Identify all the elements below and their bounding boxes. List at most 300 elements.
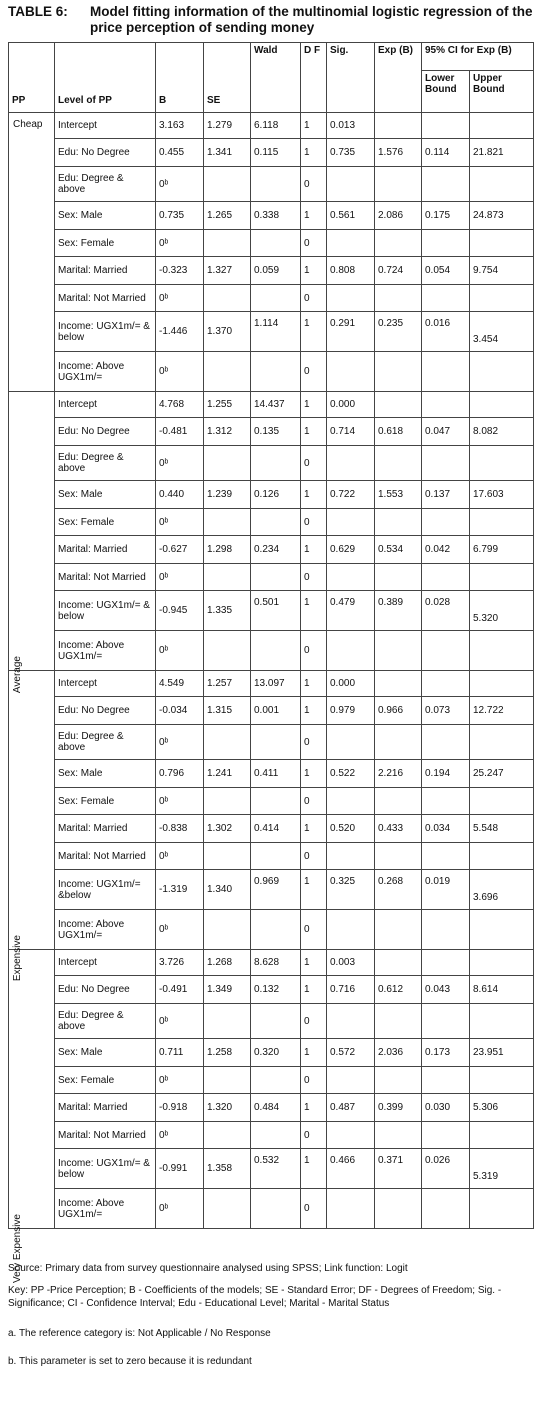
cell-level: Intercept (55, 950, 156, 976)
cell-lower (422, 1004, 470, 1039)
cell-exp (375, 631, 422, 671)
cell-df: 1 (301, 697, 327, 725)
cell-sig: 0.000 (327, 671, 375, 697)
cell-wald: 0.001 (251, 697, 301, 725)
header-pp: PP (9, 43, 55, 113)
cell-df: 1 (301, 870, 327, 910)
cell-level: Edu: No Degree (55, 697, 156, 725)
cell-lower (422, 843, 470, 870)
cell-wald (251, 1067, 301, 1094)
cell-lower: 0.173 (422, 1039, 470, 1067)
table-row (9, 113, 534, 139)
cell-level: Income: UGX1m/= &below (55, 870, 156, 910)
cell-lower (422, 1189, 470, 1229)
cell-sig: 0.325 (327, 870, 375, 910)
cell-b: 0ᵇ (156, 1122, 204, 1149)
cell-sig (327, 1122, 375, 1149)
cell-sig (327, 285, 375, 312)
cell-level: Sex: Male (55, 760, 156, 788)
cell-sig (327, 352, 375, 392)
cell-df: 1 (301, 671, 327, 697)
cell-lower (422, 950, 470, 976)
cell-wald (251, 1189, 301, 1229)
table-row (9, 257, 534, 285)
cell-exp: 0.433 (375, 815, 422, 843)
cell-wald: 0.969 (251, 870, 301, 910)
cell-wald (251, 631, 301, 671)
cell-b: 0.440 (156, 481, 204, 509)
cell-sig (327, 1004, 375, 1039)
cell-df: 0 (301, 910, 327, 950)
cell-wald: 1.114 (251, 312, 301, 352)
cell-lower (422, 392, 470, 418)
cell-df: 0 (301, 1004, 327, 1039)
cell-se: 1.341 (204, 139, 251, 167)
cell-sig (327, 230, 375, 257)
cell-upper: 5.548 (470, 815, 534, 843)
cell-sig (327, 446, 375, 481)
cell-b: 0ᵇ (156, 1004, 204, 1039)
table-row (9, 1039, 534, 1067)
header-df: D F (301, 43, 327, 113)
cell-upper (470, 352, 534, 392)
cell-upper (470, 392, 534, 418)
cell-wald: 0.320 (251, 1039, 301, 1067)
pp-group-text: Average (12, 656, 23, 694)
cell-se: 1.335 (204, 591, 251, 631)
cell-level: Sex: Male (55, 202, 156, 230)
cell-wald (251, 352, 301, 392)
cell-wald: 0.132 (251, 976, 301, 1004)
cell-upper (470, 1067, 534, 1094)
cell-b: 0.796 (156, 760, 204, 788)
cell-exp (375, 446, 422, 481)
cell-df: 1 (301, 950, 327, 976)
cell-upper (470, 631, 534, 671)
cell-df: 1 (301, 1039, 327, 1067)
cell-b: 0ᵇ (156, 910, 204, 950)
cell-se: 1.349 (204, 976, 251, 1004)
cell-se (204, 285, 251, 312)
table-row (9, 1094, 534, 1122)
cell-wald (251, 564, 301, 591)
table-row (9, 788, 534, 815)
cell-wald (251, 446, 301, 481)
table-row (9, 139, 534, 167)
cell-upper (470, 1122, 534, 1149)
cell-se: 1.370 (204, 312, 251, 352)
cell-level: Income: Above UGX1m/= (55, 910, 156, 950)
cell-b: 0ᵇ (156, 1189, 204, 1229)
cell-lower: 0.026 (422, 1149, 470, 1189)
cell-wald: 0.484 (251, 1094, 301, 1122)
table-title: Model fitting information of the multinomial logistic regression of the price perception of sending money (90, 4, 533, 35)
cell-wald: 0.411 (251, 760, 301, 788)
cell-level: Marital: Not Married (55, 285, 156, 312)
cell-b: 4.549 (156, 671, 204, 697)
cell-b: 0ᵇ (156, 788, 204, 815)
cell-se: 1.315 (204, 697, 251, 725)
cell-lower: 0.073 (422, 697, 470, 725)
table-row (9, 950, 534, 976)
cell-wald: 8.628 (251, 950, 301, 976)
cell-sig: 0.291 (327, 312, 375, 352)
cell-upper: 5.306 (470, 1094, 534, 1122)
cell-b: 0ᵇ (156, 167, 204, 202)
cell-sig: 0.979 (327, 697, 375, 725)
cell-se: 1.358 (204, 1149, 251, 1189)
header-wald: Wald (251, 43, 301, 113)
cell-sig (327, 167, 375, 202)
cell-upper: 3.696 (470, 870, 534, 910)
cell-upper (470, 285, 534, 312)
cell-se (204, 509, 251, 536)
cell-exp: 0.966 (375, 697, 422, 725)
cell-lower (422, 564, 470, 591)
pp-group-text: Expensive (12, 935, 23, 982)
cell-se: 1.265 (204, 202, 251, 230)
cell-exp (375, 564, 422, 591)
cell-upper: 21.821 (470, 139, 534, 167)
cell-se: 1.239 (204, 481, 251, 509)
cell-wald: 0.501 (251, 591, 301, 631)
cell-upper (470, 113, 534, 139)
cell-level: Intercept (55, 671, 156, 697)
cell-level: Income: UGX1m/= & below (55, 312, 156, 352)
cell-exp (375, 392, 422, 418)
cell-level: Income: Above UGX1m/= (55, 631, 156, 671)
table-row (9, 1149, 534, 1189)
cell-upper (470, 910, 534, 950)
cell-level: Income: Above UGX1m/= (55, 1189, 156, 1229)
cell-b: 0.455 (156, 139, 204, 167)
cell-wald (251, 788, 301, 815)
cell-lower: 0.114 (422, 139, 470, 167)
header-lower: Lower Bound (422, 71, 470, 113)
header-ci: 95% CI for Exp (B) (422, 43, 534, 71)
cell-df: 1 (301, 536, 327, 564)
cell-se (204, 725, 251, 760)
cell-sig (327, 843, 375, 870)
cell-wald: 0.338 (251, 202, 301, 230)
cell-lower: 0.030 (422, 1094, 470, 1122)
cell-wald: 0.126 (251, 481, 301, 509)
table-row (9, 418, 534, 446)
cell-sig: 0.716 (327, 976, 375, 1004)
cell-se (204, 1004, 251, 1039)
cell-b: -0.491 (156, 976, 204, 1004)
table-label: TABLE 6: (8, 4, 68, 19)
cell-wald (251, 910, 301, 950)
cell-upper: 5.319 (470, 1149, 534, 1189)
cell-exp (375, 1122, 422, 1149)
cell-se: 1.255 (204, 392, 251, 418)
cell-lower (422, 113, 470, 139)
cell-sig: 0.561 (327, 202, 375, 230)
cell-wald: 13.097 (251, 671, 301, 697)
cell-wald (251, 509, 301, 536)
cell-upper (470, 167, 534, 202)
cell-df: 1 (301, 312, 327, 352)
cell-df: 1 (301, 392, 327, 418)
cell-lower (422, 671, 470, 697)
cell-se: 1.340 (204, 870, 251, 910)
table-row (9, 1189, 534, 1229)
cell-wald: 0.115 (251, 139, 301, 167)
cell-wald: 14.437 (251, 392, 301, 418)
table-row (9, 202, 534, 230)
cell-se (204, 910, 251, 950)
cell-exp: 0.389 (375, 591, 422, 631)
cell-b: -0.481 (156, 418, 204, 446)
cell-upper: 6.799 (470, 536, 534, 564)
cell-lower: 0.016 (422, 312, 470, 352)
cell-se: 1.298 (204, 536, 251, 564)
cell-df: 1 (301, 591, 327, 631)
cell-b: 0.735 (156, 202, 204, 230)
cell-b: -0.034 (156, 697, 204, 725)
pp-group-text: Very Expensive (12, 1214, 23, 1283)
cell-sig: 0.714 (327, 418, 375, 446)
note-b: b. This parameter is set to zero because it is redundant (8, 1356, 252, 1367)
table-row (9, 591, 534, 631)
cell-df: 1 (301, 113, 327, 139)
table-row (9, 870, 534, 910)
cell-b: -0.323 (156, 257, 204, 285)
cell-upper (470, 950, 534, 976)
cell-b: 0ᵇ (156, 285, 204, 312)
cell-wald: 0.532 (251, 1149, 301, 1189)
cell-exp (375, 167, 422, 202)
table-row (9, 312, 534, 352)
cell-se (204, 352, 251, 392)
table-row (9, 976, 534, 1004)
cell-level: Marital: Not Married (55, 843, 156, 870)
cell-se (204, 788, 251, 815)
cell-b: 0ᵇ (156, 1067, 204, 1094)
cell-b: -0.627 (156, 536, 204, 564)
cell-wald: 0.059 (251, 257, 301, 285)
cell-sig: 0.735 (327, 139, 375, 167)
table-caption (8, 4, 536, 40)
table-row (9, 536, 534, 564)
cell-sig: 0.003 (327, 950, 375, 976)
pp-group-label (9, 950, 55, 1283)
table-row (9, 725, 534, 760)
cell-level: Edu: Degree & above (55, 725, 156, 760)
cell-upper: 24.873 (470, 202, 534, 230)
cell-sig: 0.487 (327, 1094, 375, 1122)
cell-level: Marital: Not Married (55, 1122, 156, 1149)
pp-group-label (9, 392, 55, 694)
header-se: SE (204, 43, 251, 113)
cell-df: 0 (301, 167, 327, 202)
cell-b: 0ᵇ (156, 725, 204, 760)
cell-wald: 0.414 (251, 815, 301, 843)
cell-exp: 2.086 (375, 202, 422, 230)
cell-level: Income: UGX1m/= & below (55, 1149, 156, 1189)
cell-lower (422, 1067, 470, 1094)
cell-exp (375, 1004, 422, 1039)
cell-exp: 0.235 (375, 312, 422, 352)
cell-exp (375, 230, 422, 257)
cell-se (204, 446, 251, 481)
table-row (9, 285, 534, 312)
cell-exp (375, 843, 422, 870)
cell-wald (251, 230, 301, 257)
cell-wald (251, 725, 301, 760)
cell-df: 1 (301, 139, 327, 167)
cell-level: Marital: Not Married (55, 564, 156, 591)
cell-lower: 0.043 (422, 976, 470, 1004)
cell-b: 0ᵇ (156, 843, 204, 870)
cell-df: 1 (301, 1094, 327, 1122)
cell-b: -1.319 (156, 870, 204, 910)
cell-upper: 5.320 (470, 591, 534, 631)
cell-wald (251, 1004, 301, 1039)
cell-b: 0ᵇ (156, 509, 204, 536)
cell-se (204, 631, 251, 671)
cell-b: -1.446 (156, 312, 204, 352)
cell-se (204, 1067, 251, 1094)
cell-lower: 0.034 (422, 815, 470, 843)
cell-upper (470, 671, 534, 697)
cell-level: Sex: Female (55, 1067, 156, 1094)
cell-df: 0 (301, 285, 327, 312)
note-key: Key: PP -Price Perception; B - Coefficients of the models; SE - Standard Error; DF - Degrees of Freedom; Sig. - Significance; CI - Confidence Interval; Edu - Educational Level; Marital - Marital Status (8, 1285, 502, 1309)
cell-sig: 0.013 (327, 113, 375, 139)
cell-level: Income: UGX1m/= & below (55, 591, 156, 631)
note-a: a. The reference category is: Not Applicable / No Response (8, 1328, 271, 1339)
cell-upper (470, 725, 534, 760)
cell-b: 0ᵇ (156, 230, 204, 257)
table-row (9, 230, 534, 257)
cell-upper: 25.247 (470, 760, 534, 788)
cell-sig: 0.572 (327, 1039, 375, 1067)
cell-upper (470, 843, 534, 870)
cell-sig: 0.522 (327, 760, 375, 788)
cell-df: 0 (301, 631, 327, 671)
cell-df: 0 (301, 1067, 327, 1094)
cell-se (204, 843, 251, 870)
cell-sig: 0.479 (327, 591, 375, 631)
table-row (9, 1067, 534, 1094)
cell-sig: 0.520 (327, 815, 375, 843)
cell-sig (327, 1067, 375, 1094)
header-b: B (156, 43, 204, 113)
cell-upper (470, 1189, 534, 1229)
cell-exp: 0.534 (375, 536, 422, 564)
cell-exp (375, 910, 422, 950)
cell-level: Sex: Female (55, 230, 156, 257)
cell-df: 0 (301, 725, 327, 760)
cell-lower: 0.054 (422, 257, 470, 285)
cell-wald (251, 843, 301, 870)
table-row (9, 392, 534, 418)
cell-upper (470, 1004, 534, 1039)
cell-lower: 0.137 (422, 481, 470, 509)
cell-exp: 0.371 (375, 1149, 422, 1189)
cell-b: 0.711 (156, 1039, 204, 1067)
cell-df: 0 (301, 843, 327, 870)
cell-sig: 0.808 (327, 257, 375, 285)
cell-exp (375, 352, 422, 392)
cell-exp (375, 950, 422, 976)
cell-se (204, 230, 251, 257)
cell-b: 0ᵇ (156, 631, 204, 671)
cell-exp: 2.216 (375, 760, 422, 788)
cell-b: -0.838 (156, 815, 204, 843)
cell-lower: 0.019 (422, 870, 470, 910)
cell-lower (422, 167, 470, 202)
header-sig: Sig. (327, 43, 375, 113)
cell-sig: 0.466 (327, 1149, 375, 1189)
cell-exp: 0.268 (375, 870, 422, 910)
table-row (9, 1004, 534, 1039)
cell-lower (422, 910, 470, 950)
cell-b: -0.991 (156, 1149, 204, 1189)
cell-lower (422, 788, 470, 815)
cell-lower: 0.175 (422, 202, 470, 230)
cell-exp (375, 285, 422, 312)
cell-df: 0 (301, 509, 327, 536)
cell-se: 1.268 (204, 950, 251, 976)
cell-wald: 0.234 (251, 536, 301, 564)
cell-df: 0 (301, 1189, 327, 1229)
cell-df: 1 (301, 202, 327, 230)
cell-upper: 23.951 (470, 1039, 534, 1067)
cell-df: 1 (301, 815, 327, 843)
cell-exp: 1.553 (375, 481, 422, 509)
cell-upper: 3.454 (470, 312, 534, 352)
cell-lower (422, 446, 470, 481)
cell-lower: 0.028 (422, 591, 470, 631)
table-row (9, 815, 534, 843)
header-upper: Upper Bound (470, 71, 534, 113)
cell-b: 0ᵇ (156, 446, 204, 481)
cell-lower (422, 631, 470, 671)
cell-exp (375, 671, 422, 697)
cell-lower: 0.194 (422, 760, 470, 788)
cell-df: 1 (301, 1149, 327, 1189)
cell-exp (375, 113, 422, 139)
cell-se: 1.327 (204, 257, 251, 285)
cell-level: Edu: Degree & above (55, 167, 156, 202)
cell-level: Marital: Married (55, 1094, 156, 1122)
cell-df: 0 (301, 564, 327, 591)
cell-b: -0.918 (156, 1094, 204, 1122)
cell-df: 1 (301, 481, 327, 509)
cell-level: Marital: Married (55, 815, 156, 843)
cell-sig (327, 788, 375, 815)
cell-upper (470, 230, 534, 257)
cell-upper (470, 509, 534, 536)
cell-lower: 0.047 (422, 418, 470, 446)
cell-exp (375, 1067, 422, 1094)
cell-wald: 6.118 (251, 113, 301, 139)
table-row (9, 509, 534, 536)
cell-exp (375, 509, 422, 536)
cell-exp: 0.399 (375, 1094, 422, 1122)
cell-exp: 0.618 (375, 418, 422, 446)
cell-df: 1 (301, 418, 327, 446)
cell-lower (422, 509, 470, 536)
cell-b: 0ᵇ (156, 352, 204, 392)
cell-lower (422, 1122, 470, 1149)
table-row (9, 564, 534, 591)
cell-lower (422, 285, 470, 312)
cell-lower (422, 230, 470, 257)
